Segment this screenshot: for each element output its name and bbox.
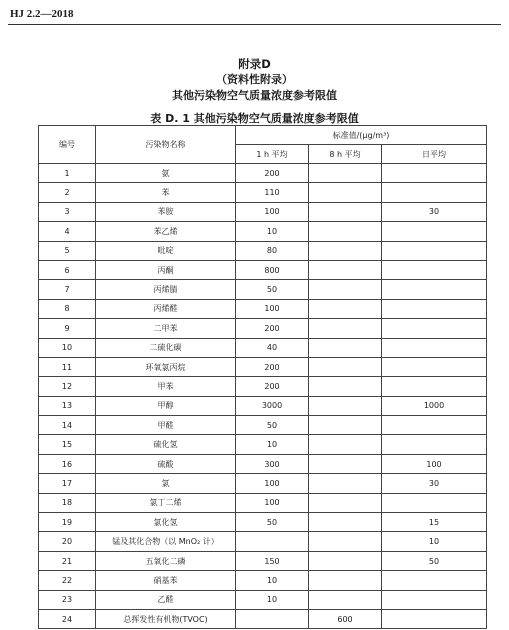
pollutant-name: 氯化氢 [96,513,236,532]
value-8h [309,183,382,202]
value-1h: 10 [236,222,309,241]
row-number: 23 [39,590,96,609]
pollutant-name: 丙烯腈 [96,280,236,299]
value-8h [309,416,382,435]
value-1h: 10 [236,571,309,590]
value-day [382,319,487,338]
row-number: 4 [39,222,96,241]
value-8h [309,493,382,512]
row-number: 21 [39,551,96,570]
value-8h: 600 [309,609,382,628]
pollutant-name: 硫酸 [96,454,236,473]
row-number: 7 [39,280,96,299]
value-day [382,164,487,183]
value-day: 100 [382,454,487,473]
table-row [39,319,487,338]
header-divider [8,24,501,25]
row-number: 13 [39,396,96,415]
table-row [39,532,487,551]
value-1h: 200 [236,164,309,183]
row-number: 17 [39,474,96,493]
value-8h [309,222,382,241]
row-number: 8 [39,299,96,318]
value-8h [309,377,382,396]
row-number: 9 [39,319,96,338]
value-1h: 40 [236,338,309,357]
value-day [382,609,487,628]
value-1h: 100 [236,299,309,318]
table-body [39,164,487,629]
value-8h [309,571,382,590]
pollutant-name: 吡啶 [96,241,236,260]
pollutant-name: 苯 [96,183,236,202]
table-row [39,609,487,628]
table-row [39,590,487,609]
table-row [39,377,487,396]
pollutant-name: 丙酮 [96,260,236,279]
row-number: 15 [39,435,96,454]
value-day [382,338,487,357]
value-1h: 100 [236,474,309,493]
table-row [39,454,487,473]
pollutant-name: 氨 [96,164,236,183]
header-name: 污染物名称 [96,126,236,164]
table-row [39,338,487,357]
pollutant-name: 甲醇 [96,396,236,415]
pollutant-name: 甲苯 [96,377,236,396]
pollutant-name: 甲醛 [96,416,236,435]
value-day [382,280,487,299]
value-1h: 800 [236,260,309,279]
value-day [382,260,487,279]
value-8h [309,260,382,279]
row-number: 6 [39,260,96,279]
table-row [39,183,487,202]
value-day: 1000 [382,396,487,415]
value-1h [236,532,309,551]
value-day: 30 [382,202,487,221]
value-day [382,493,487,512]
row-number: 3 [39,202,96,221]
row-number: 14 [39,416,96,435]
pollutant-name: 乙醛 [96,590,236,609]
value-day [382,299,487,318]
value-1h: 50 [236,416,309,435]
value-8h [309,280,382,299]
table-row [39,396,487,415]
value-1h: 100 [236,202,309,221]
pollutant-name: 二硫化碳 [96,338,236,357]
value-day [382,222,487,241]
pollutant-name: 五氧化二磷 [96,551,236,570]
value-day [382,571,487,590]
value-1h: 150 [236,551,309,570]
value-day [382,377,487,396]
header-no: 编号 [39,126,96,164]
value-8h [309,454,382,473]
table-row [39,222,487,241]
table-row [39,513,487,532]
value-day [382,241,487,260]
value-8h [309,590,382,609]
value-day [382,435,487,454]
row-number: 12 [39,377,96,396]
value-8h [309,396,382,415]
pollutant-name: 苯胺 [96,202,236,221]
value-day [382,590,487,609]
pollutant-name: 锰及其化合物（以 MnO₂ 计） [96,532,236,551]
row-number: 24 [39,609,96,628]
row-number: 5 [39,241,96,260]
table-row [39,571,487,590]
value-8h [309,338,382,357]
value-day: 15 [382,513,487,532]
header-1h: 1 h 平均 [236,145,309,164]
table-row [39,474,487,493]
table-row [39,164,487,183]
table-row [39,299,487,318]
header-8h: 8 h 平均 [309,145,382,164]
value-8h [309,435,382,454]
pollutant-name: 硝基苯 [96,571,236,590]
value-day [382,183,487,202]
value-8h [309,241,382,260]
header-day: 日平均 [382,145,487,164]
row-number: 1 [39,164,96,183]
value-day: 50 [382,551,487,570]
table-row [39,357,487,376]
pollutant-name: 硫化氢 [96,435,236,454]
pollutant-name: 丙烯醛 [96,299,236,318]
row-number: 20 [39,532,96,551]
value-1h: 50 [236,280,309,299]
document-code: HJ 2.2—2018 [10,8,74,20]
value-8h [309,551,382,570]
value-1h: 200 [236,319,309,338]
appendix-type: （资料性附录） [216,73,293,86]
pollutant-name: 氯丁二烯 [96,493,236,512]
value-8h [309,319,382,338]
value-8h [309,474,382,493]
table-row [39,435,487,454]
table-row [39,493,487,512]
limits-table [38,125,487,629]
row-number: 22 [39,571,96,590]
value-8h [309,164,382,183]
value-1h: 80 [236,241,309,260]
appendix-title-block [0,56,509,104]
value-1h: 300 [236,454,309,473]
value-1h: 50 [236,513,309,532]
value-1h: 200 [236,357,309,376]
row-number: 16 [39,454,96,473]
table-caption: 表 D. 1 其他污染物空气质量浓度参考限值 [150,112,359,125]
value-8h [309,299,382,318]
table-row [39,416,487,435]
value-8h [309,532,382,551]
table-row [39,202,487,221]
value-8h [309,357,382,376]
value-day: 10 [382,532,487,551]
value-8h [309,202,382,221]
value-1h: 200 [236,377,309,396]
row-number: 18 [39,493,96,512]
value-1h [236,609,309,628]
table-row [39,551,487,570]
table-row [39,260,487,279]
value-1h: 100 [236,493,309,512]
appendix-label: 附录D [238,57,271,71]
value-1h: 3000 [236,396,309,415]
value-1h: 10 [236,435,309,454]
row-number: 19 [39,513,96,532]
appendix-title: 其他污染物空气质量浓度参考限值 [172,89,337,102]
pollutant-name: 苯乙烯 [96,222,236,241]
pollutant-name: 二甲苯 [96,319,236,338]
pollutant-name: 总挥发性有机物(TVOC) [96,609,236,628]
value-day [382,357,487,376]
row-number: 11 [39,357,96,376]
value-day [382,416,487,435]
pollutant-name: 氯 [96,474,236,493]
pollutant-name: 环氧氯丙烷 [96,357,236,376]
row-number: 10 [39,338,96,357]
value-1h: 10 [236,590,309,609]
value-8h [309,513,382,532]
row-number: 2 [39,183,96,202]
header-standard: 标准值/(μg/m³) [236,126,487,145]
value-1h: 110 [236,183,309,202]
value-day: 30 [382,474,487,493]
table-row [39,280,487,299]
table-row [39,241,487,260]
